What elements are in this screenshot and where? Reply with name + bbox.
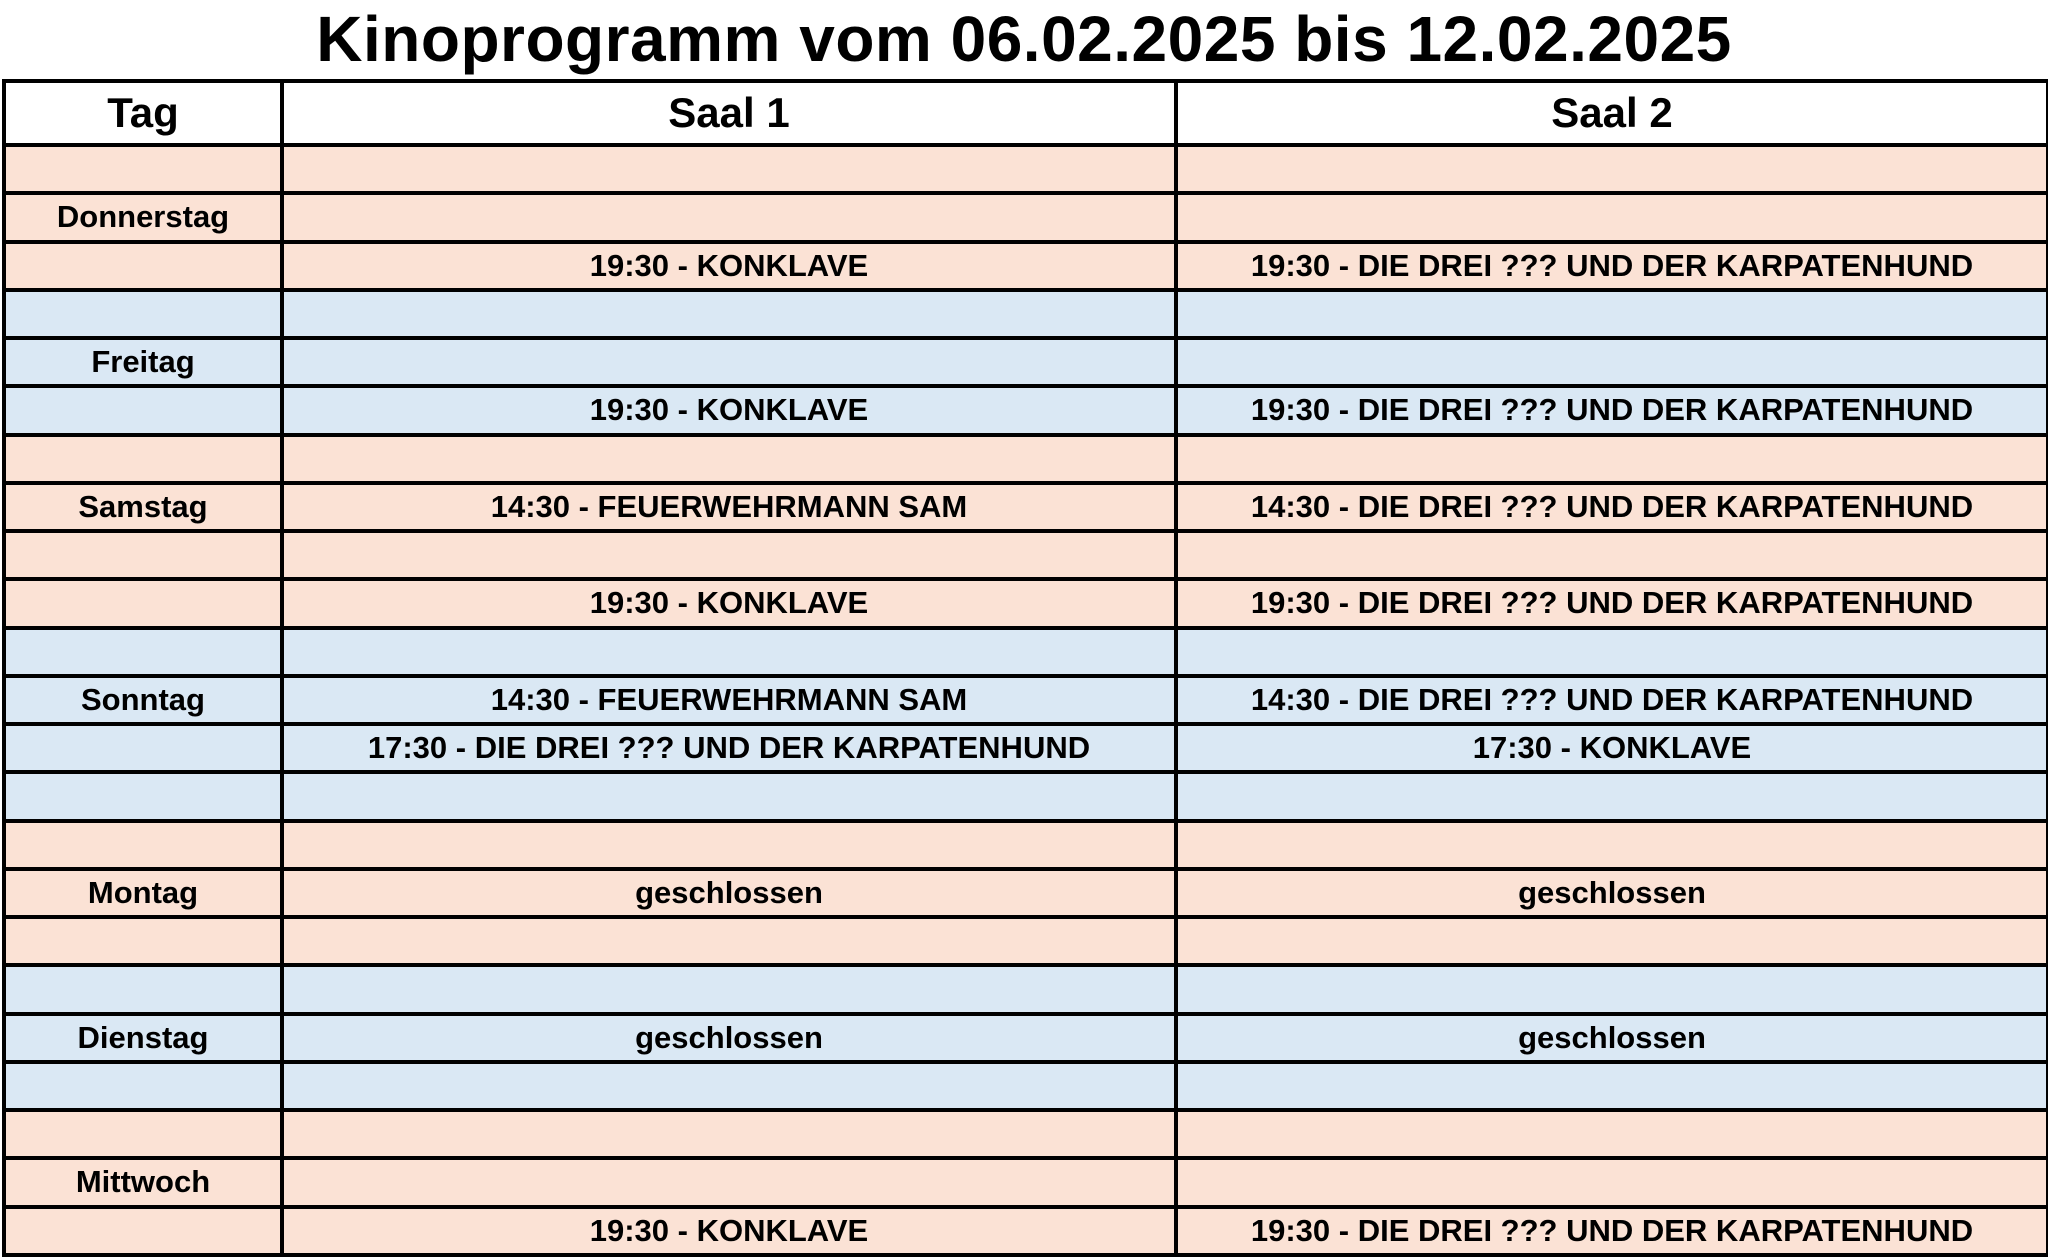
hall-1-cell xyxy=(282,917,1176,965)
hall-1-cell: 19:30 - KONKLAVE xyxy=(282,579,1176,627)
day-cell xyxy=(4,579,282,627)
hall-2-cell: 14:30 - DIE DREI ??? UND DER KARPATENHUND xyxy=(1176,483,2048,531)
schedule-row xyxy=(4,145,2048,193)
hall-1-cell xyxy=(282,965,1176,1013)
hall-1-cell xyxy=(282,193,1176,241)
hall-1-cell: 19:30 - KONKLAVE xyxy=(282,242,1176,290)
schedule-row xyxy=(4,242,2048,290)
hall-2-cell: 19:30 - DIE DREI ??? UND DER KARPATENHUND xyxy=(1176,1207,2048,1256)
day-cell: Dienstag xyxy=(4,1014,282,1062)
hall-2-cell xyxy=(1176,145,2048,193)
hall-2-cell xyxy=(1176,290,2048,338)
schedule-row xyxy=(4,531,2048,579)
hall-1-cell: 14:30 - FEUERWEHRMANN SAM xyxy=(282,483,1176,531)
day-cell xyxy=(4,531,282,579)
schedule-row xyxy=(4,869,2048,917)
schedule-row xyxy=(4,1062,2048,1110)
day-cell xyxy=(4,435,282,483)
hall-1-cell xyxy=(282,531,1176,579)
day-cell: Donnerstag xyxy=(4,193,282,241)
day-cell xyxy=(4,628,282,676)
hall-1-cell: 14:30 - FEUERWEHRMANN SAM xyxy=(282,676,1176,724)
day-cell xyxy=(4,724,282,772)
hall-1-cell: geschlossen xyxy=(282,1014,1176,1062)
program-body xyxy=(4,145,2048,1255)
schedule-row xyxy=(4,821,2048,869)
schedule-row xyxy=(4,676,2048,724)
page-title: Kinoprogramm vom 06.02.2025 bis 12.02.2025 xyxy=(316,3,1732,75)
schedule-row xyxy=(4,579,2048,627)
hall-1-cell: 17:30 - DIE DREI ??? UND DER KARPATENHUND xyxy=(282,724,1176,772)
day-cell xyxy=(4,917,282,965)
schedule-row xyxy=(4,772,2048,820)
hall-1-cell xyxy=(282,628,1176,676)
schedule-row xyxy=(4,1110,2048,1158)
day-cell: Sonntag xyxy=(4,676,282,724)
day-cell: Freitag xyxy=(4,338,282,386)
day-cell xyxy=(4,145,282,193)
day-cell xyxy=(4,290,282,338)
schedule-row xyxy=(4,965,2048,1013)
hall-2-cell: geschlossen xyxy=(1176,869,2048,917)
hall-2-cell xyxy=(1176,338,2048,386)
hall-2-cell xyxy=(1176,435,2048,483)
hall-2-cell xyxy=(1176,917,2048,965)
hall-1-cell xyxy=(282,1158,1176,1206)
day-cell xyxy=(4,1110,282,1158)
schedule-row xyxy=(4,483,2048,531)
schedule-row xyxy=(4,435,2048,483)
schedule-row xyxy=(4,724,2048,772)
hall-2-cell xyxy=(1176,628,2048,676)
schedule-row xyxy=(4,290,2048,338)
schedule-row xyxy=(4,386,2048,434)
day-cell xyxy=(4,772,282,820)
day-cell: Montag xyxy=(4,869,282,917)
schedule-row xyxy=(4,1158,2048,1206)
hall-1-cell: geschlossen xyxy=(282,869,1176,917)
day-cell xyxy=(4,1207,282,1256)
schedule-row xyxy=(4,193,2048,241)
hall-1-cell xyxy=(282,1062,1176,1110)
hall-2-cell xyxy=(1176,1158,2048,1206)
hall-1-cell: 19:30 - KONKLAVE xyxy=(282,386,1176,434)
hall-2-cell xyxy=(1176,531,2048,579)
hall-2-cell: 17:30 - KONKLAVE xyxy=(1176,724,2048,772)
column-header-day: Tag xyxy=(4,81,282,145)
header-row xyxy=(4,81,2048,145)
hall-1-cell xyxy=(282,145,1176,193)
hall-2-cell xyxy=(1176,821,2048,869)
hall-2-cell xyxy=(1176,1062,2048,1110)
hall-2-cell: 19:30 - DIE DREI ??? UND DER KARPATENHUND xyxy=(1176,242,2048,290)
hall-2-cell xyxy=(1176,965,2048,1013)
day-cell xyxy=(4,821,282,869)
hall-2-cell: 19:30 - DIE DREI ??? UND DER KARPATENHUND xyxy=(1176,386,2048,434)
hall-2-cell: 14:30 - DIE DREI ??? UND DER KARPATENHUND xyxy=(1176,676,2048,724)
day-cell xyxy=(4,1062,282,1110)
schedule-row xyxy=(4,1014,2048,1062)
hall-1-cell: 19:30 - KONKLAVE xyxy=(282,1207,1176,1256)
hall-2-cell xyxy=(1176,772,2048,820)
day-cell xyxy=(4,965,282,1013)
column-header-hall-2: Saal 2 xyxy=(1176,81,2048,145)
schedule-row xyxy=(4,338,2048,386)
schedule-row xyxy=(4,1207,2048,1256)
schedule-row xyxy=(4,917,2048,965)
schedule-row xyxy=(4,628,2048,676)
day-cell: Samstag xyxy=(4,483,282,531)
hall-2-cell xyxy=(1176,193,2048,241)
hall-2-cell xyxy=(1176,1110,2048,1158)
hall-2-cell: geschlossen xyxy=(1176,1014,2048,1062)
day-cell: Mittwoch xyxy=(4,1158,282,1206)
hall-1-cell xyxy=(282,338,1176,386)
hall-1-cell xyxy=(282,1110,1176,1158)
hall-1-cell xyxy=(282,290,1176,338)
program-table xyxy=(2,79,2048,1257)
hall-1-cell xyxy=(282,435,1176,483)
hall-1-cell xyxy=(282,772,1176,820)
column-header-hall-1: Saal 1 xyxy=(282,81,1176,145)
day-cell xyxy=(4,386,282,434)
hall-1-cell xyxy=(282,821,1176,869)
hall-2-cell: 19:30 - DIE DREI ??? UND DER KARPATENHUND xyxy=(1176,579,2048,627)
day-cell xyxy=(4,242,282,290)
